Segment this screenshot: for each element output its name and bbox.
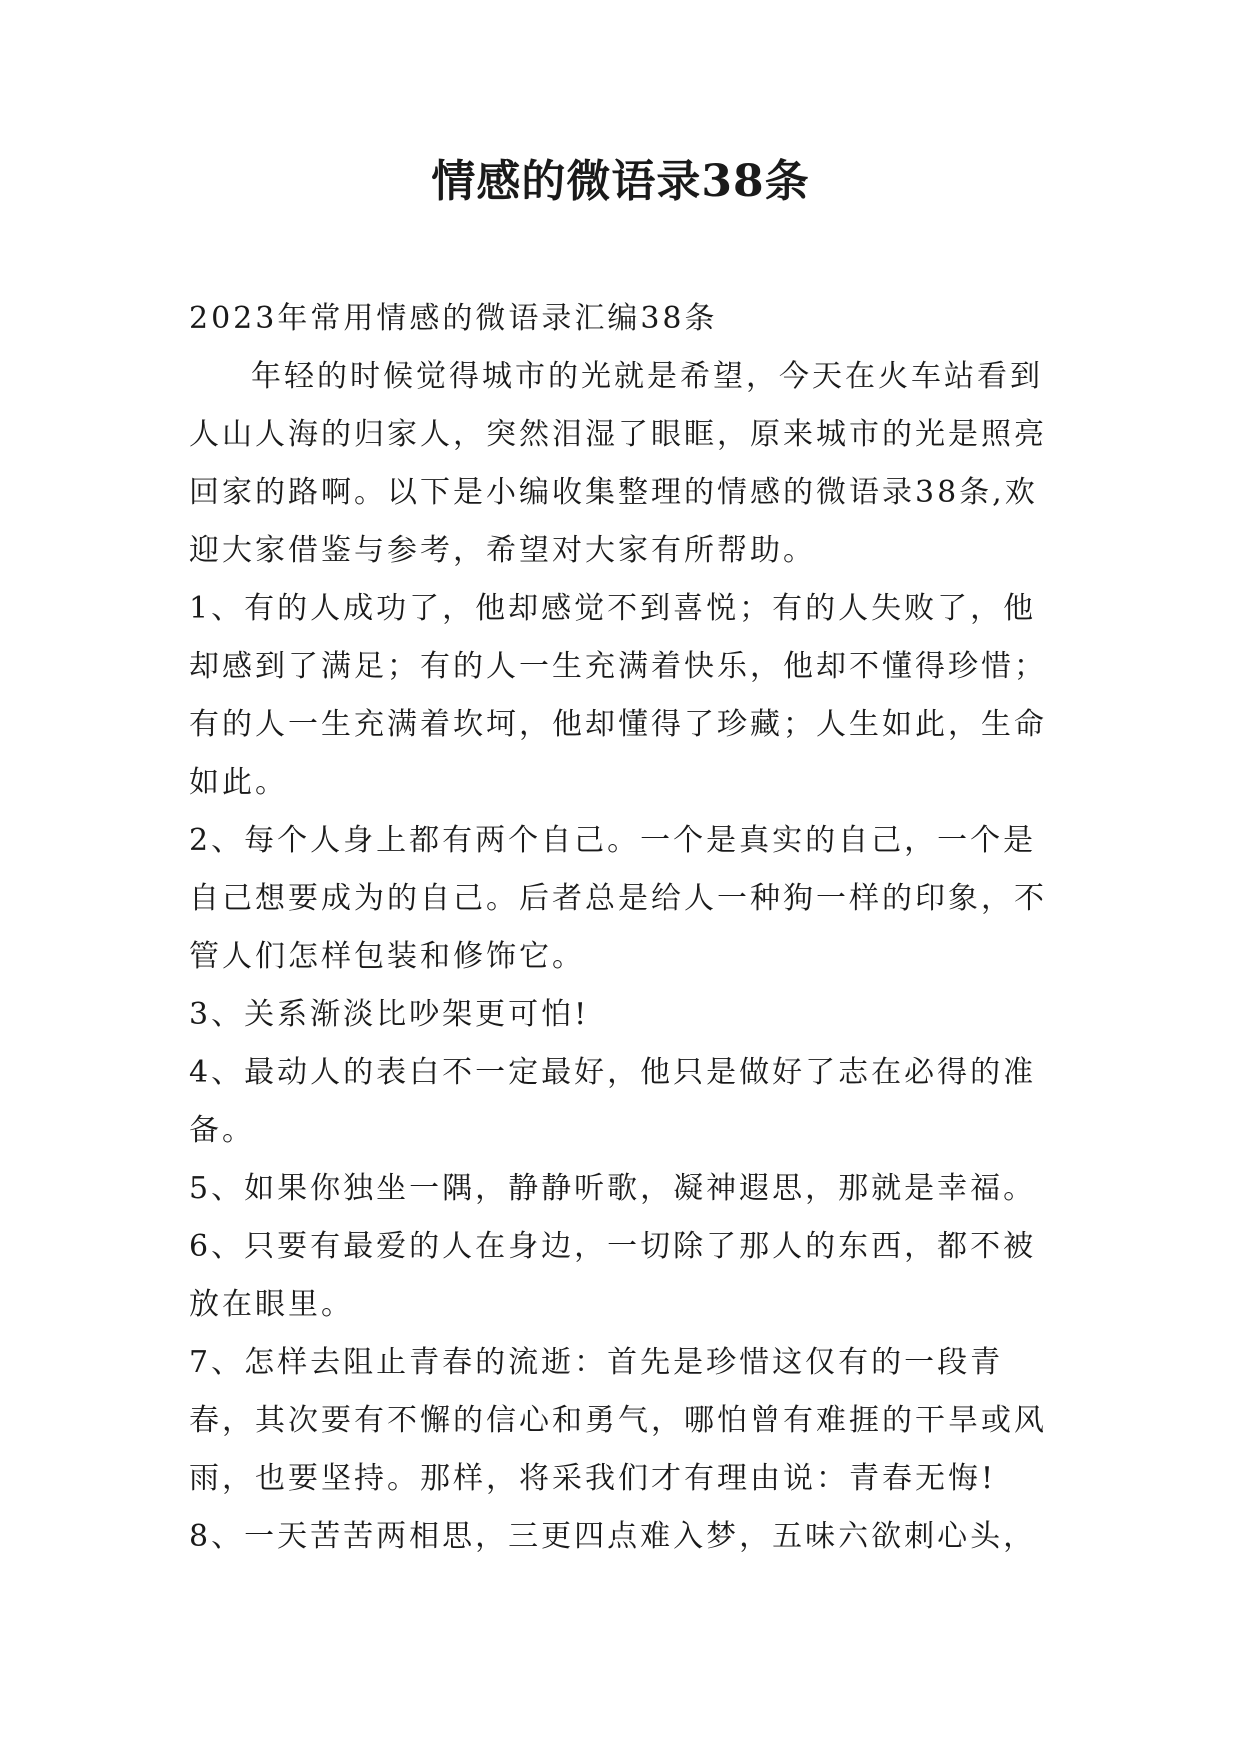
quote-item-6: 6、只要有最爱的人在身边，一切除了那人的东西，都不被放在眼里。	[189, 1229, 1037, 1322]
quote-item-4: 4、最动人的表白不一定最好，他只是做好了志在必得的准备。	[189, 1055, 1037, 1148]
quote-item-2: 2、每个人身上都有两个自己。一个是真实的自己，一个是自己想要成为的自己。后者总是给人一种狗一样的印象，不管人们怎样包装和修饰它。	[189, 823, 1047, 974]
document-body	[189, 290, 1053, 1566]
quote-item-8: 8、一天苦苦两相思，三更四点难入梦，五味六欲刺心头，	[189, 1519, 1037, 1554]
quote-item-3: 3、关系渐淡比吵架更可怕!	[189, 997, 590, 1032]
quote-item-1: 1、有的人成功了，他却感觉不到喜悦；有的人失败了，他却感到了满足；有的人一生充满着快乐，他却不懂得珍惜；有的人一生充满着坎坷，他却懂得了珍藏；人生如此，生命如此。	[189, 591, 1047, 800]
document-subtitle: 2023年常用情感的微语录汇编38条	[189, 301, 718, 336]
quote-item-5: 5、如果你独坐一隅，静静听歌，凝神遐思，那就是幸福。	[189, 1171, 1037, 1206]
intro-paragraph: 年轻的时候觉得城市的光就是希望，今天在火车站看到人山人海的归家人，突然泪湿了眼眶，原来城市的光是照亮回家的路啊。以下是小编收集整理的情感的微语录38条,欢迎大家借鉴与参考，希望对大家有所帮助。	[189, 359, 1047, 568]
quote-item-7: 7、怎样去阻止青春的流逝：首先是珍惜这仅有的一段青春，其次要有不懈的信心和勇气，哪怕曾有难捱的干旱或风雨，也要坚持。那样，将采我们才有理由说：青春无悔!	[189, 1345, 1047, 1496]
document-title: 情感的微语录38条	[431, 156, 810, 207]
